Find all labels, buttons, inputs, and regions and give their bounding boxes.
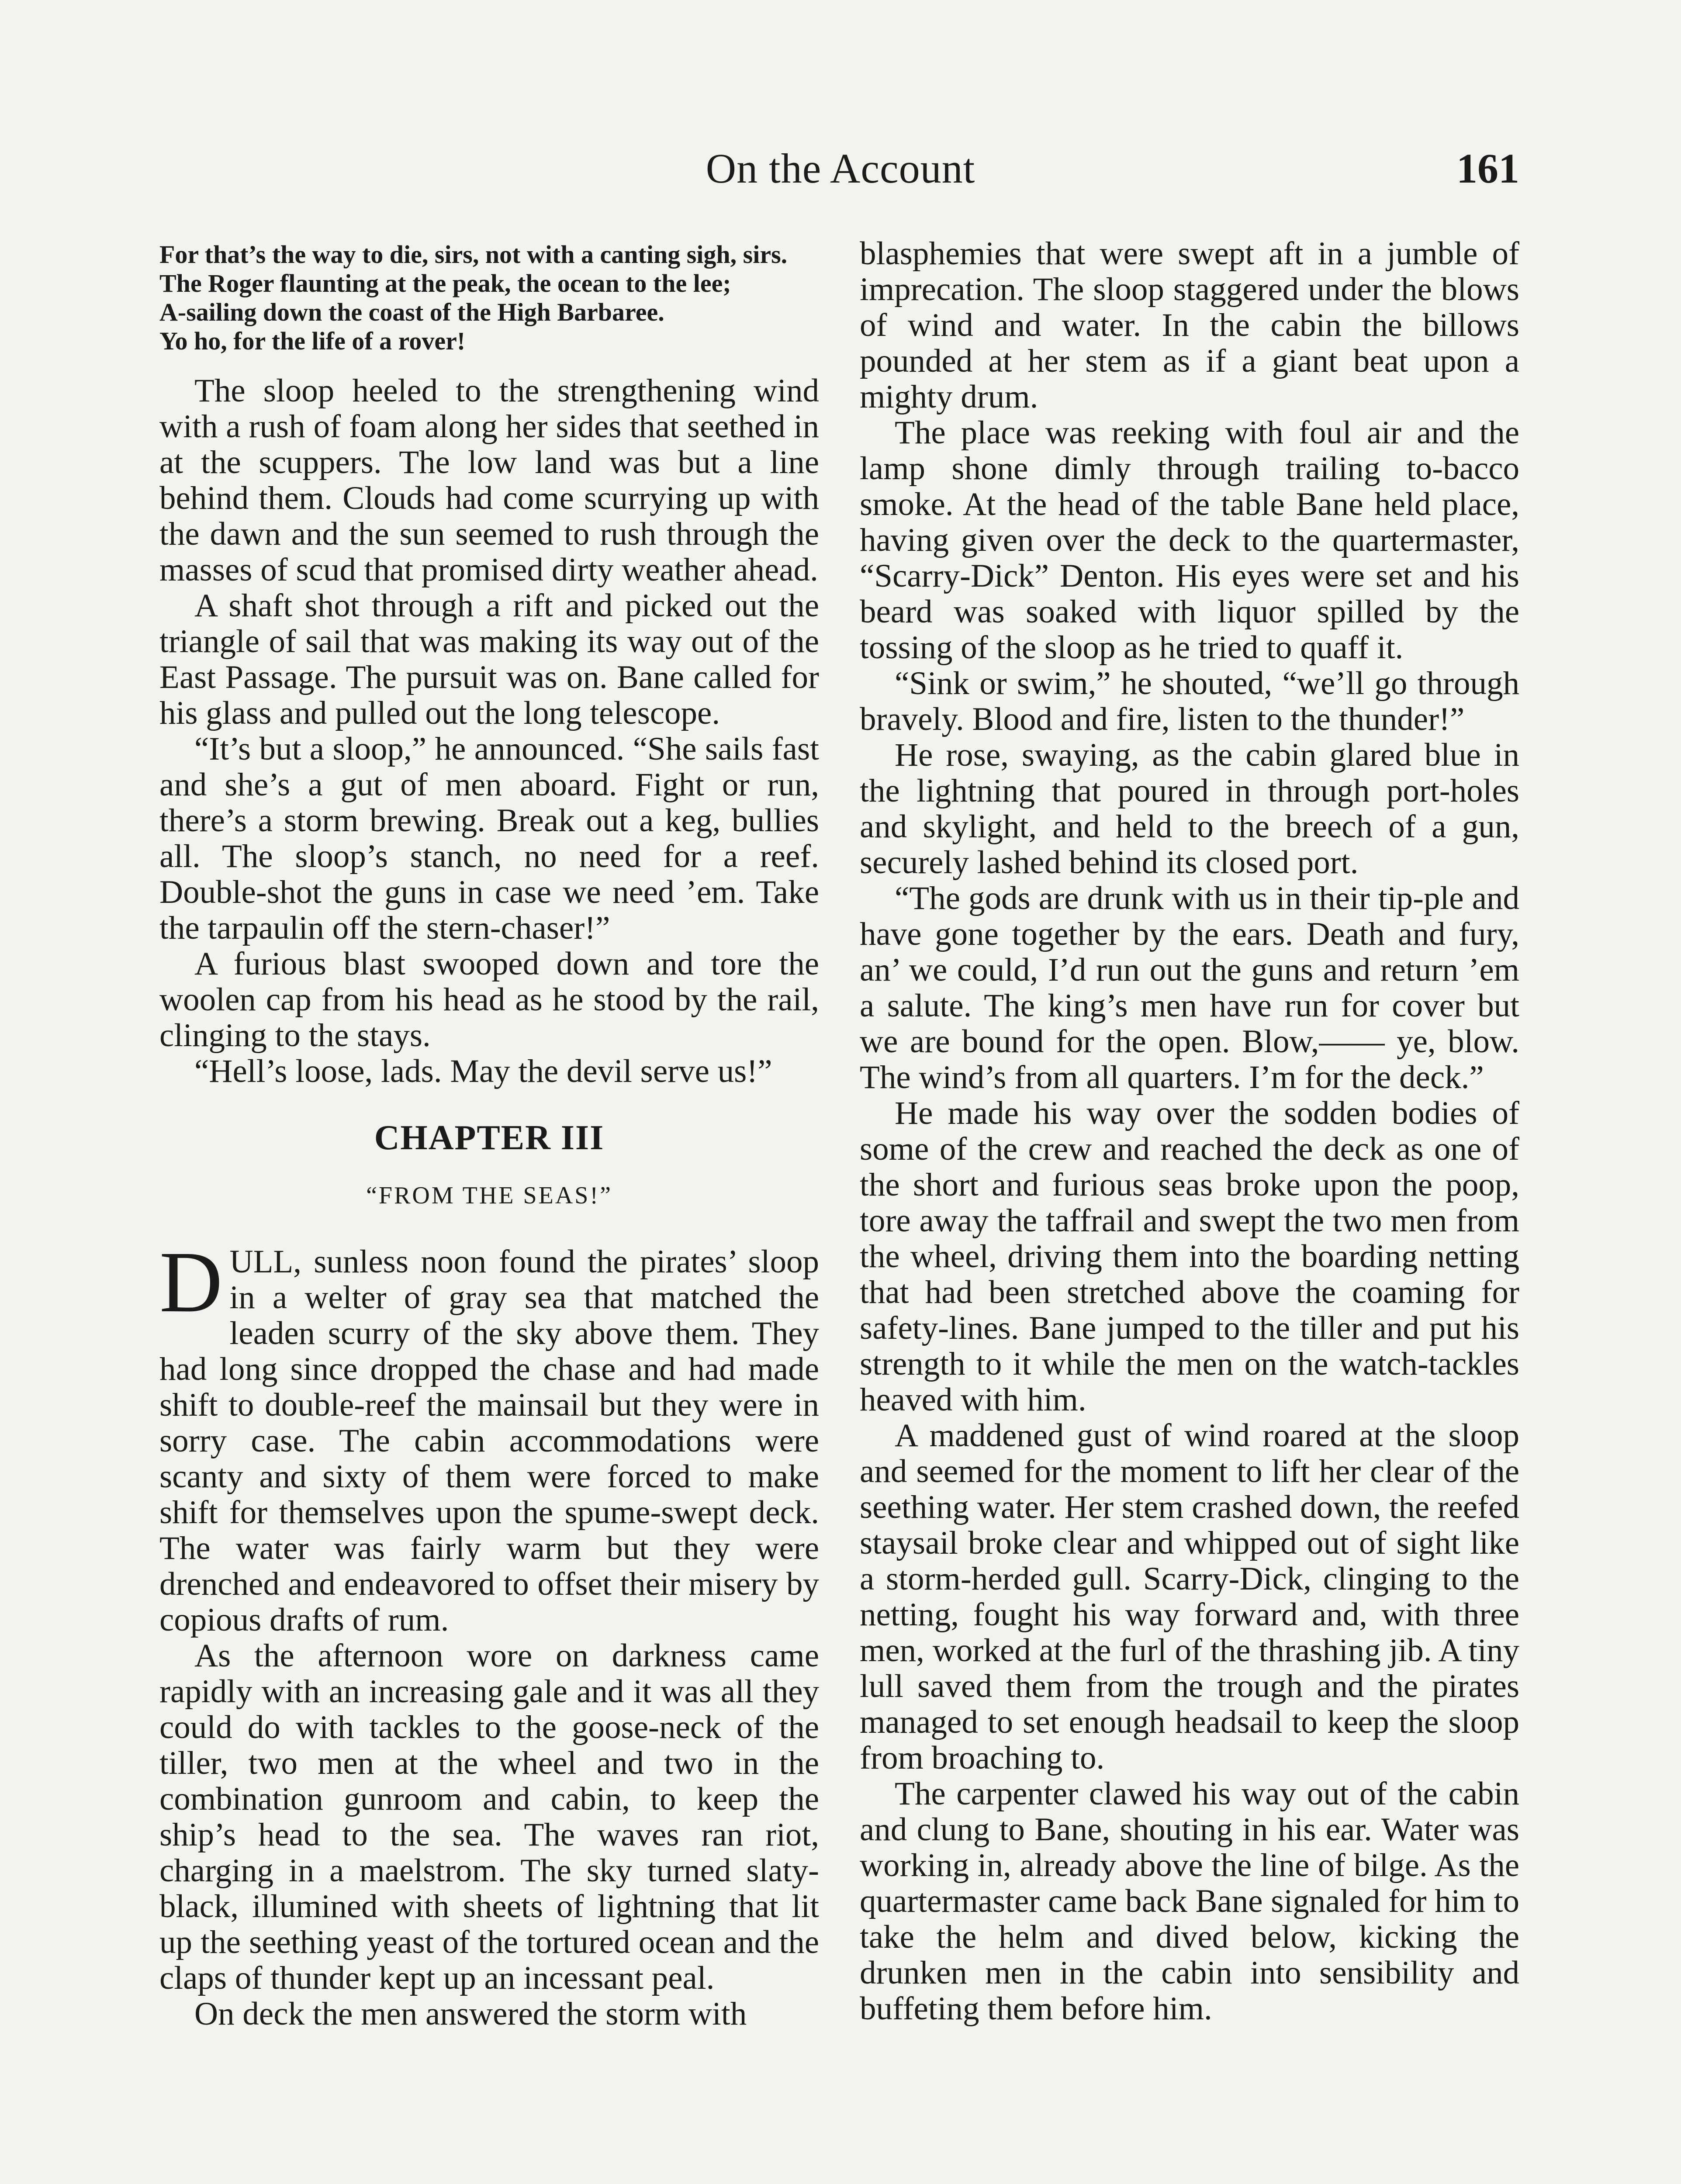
paragraph: The carpenter clawed his way out of the cabin and clung to Bane, shouting in his ear. Water was working in, already above the line of bilge. As the quartermaster came back Bane signaled for him to take the helm and dived below, kicking the drunken men in the cabin into sensibility and buffeting them before him. bbox=[860, 1776, 1519, 2027]
paragraph: On deck the men answered the storm with bbox=[194, 1996, 747, 2032]
paragraph: A furious blast swooped down and tore the woolen cap from his head as he stood by the rail, clinging to the stays. bbox=[159, 946, 819, 1054]
paragraph: “Sink or swim,” he shouted, “we’ll go through bravely. Blood and fire, listen to the thunder!” bbox=[860, 665, 1519, 737]
paragraph: As the afternoon wore on darkness came rapidly with an increasing gale and it was all they could do with tackles to the goose-neck of the tiller, two men at the wheel and two in the combination gunroom and cabin, to keep the ship’s head to the sea. The waves ran riot, charging in a maelstrom. The sky turned slaty-black, illumined with sheets of lightning that lit up the seething yeast of the tortured ocean and the claps of thunder kept up an incessant peal. bbox=[159, 1638, 819, 1996]
verse-line: For that’s the way to die, sirs, not with a canting sigh, sirs. bbox=[159, 240, 788, 269]
chapter-subtitle: “FROM THE SEAS!” bbox=[366, 1182, 612, 1209]
paragraph: He rose, swaying, as the cabin glared blue in the lightning that poured in through port-holes and skylight, and held to the breech of a gun, securely lashed behind its closed port. bbox=[860, 737, 1519, 881]
chapter-heading: CHAPTER III bbox=[374, 1119, 605, 1157]
paragraph: A maddened gust of wind roared at the sloop and seemed for the moment to lift her clear of the seething water. Her stem crashed down, the reefed staysail broke clear and whipped out of sight like a storm-herded gull. Scarry-Dick, clinging to the netting, fought his way forward and, with three men, worked at the furl of the thrashing jib. A tiny lull saved them from the trough and the pirates managed to set enough headsail to keep the sloop from broaching to. bbox=[860, 1417, 1519, 1776]
paragraph: The place was reeking with foul air and the lamp shone dimly through trailing to-bacco smoke. At the head of the table Bane held place, having given over the deck to the quartermaster, “Scarry-Dick” Denton. His eyes were set and his beard was soaked with liquor spilled by the tossing of the sloop as he tried to quaff it. bbox=[860, 415, 1519, 666]
verse-line: A-sailing down the coast of the High Barbaree. bbox=[159, 298, 664, 326]
paragraph: The sloop heeled to the strengthening wind with a rush of foam along her sides that seethed in at the scuppers. The low land was but a line behind them. Clouds had come scurrying up with the dawn and the sun seemed to rush through the masses of scud that promised dirty weather ahead. bbox=[159, 373, 819, 588]
drop-cap: D bbox=[159, 1234, 223, 1330]
running-head-title: On the Account bbox=[706, 145, 975, 192]
verse-line: Yo ho, for the life of a rover! bbox=[159, 327, 466, 355]
left-column bbox=[159, 236, 819, 2032]
paragraph: A shaft shot through a rift and picked out the triangle of sail that was making its way out of the East Passage. The pursuit was on. Bane called for his glass and pulled out the long telescope. bbox=[159, 587, 819, 731]
chapter-first-paragraph bbox=[159, 1234, 819, 1638]
paragraph: He made his way over the sodden bodies of some of the crew and reached the deck as one of the short and furious seas broke upon the poop, tore away the taffrail and swept the two men from the wheel, driving them into the boarding netting that had been stretched above the coaming for safety-lines. Bane jumped to the tiller and put his strength to it while the men on the watch-tackles heaved with him. bbox=[860, 1095, 1519, 1418]
page-number: 161 bbox=[1456, 145, 1519, 192]
verse-line: The Roger flaunting at the peak, the ocean to the lee; bbox=[159, 269, 731, 297]
right-column bbox=[860, 236, 1519, 2027]
first-paragraph-text: ULL, sunless noon found the pirates’ sloop in a welter of gray sea that matched the leaden scurry of the sky above them. They had long since dropped the chase and had made shift to double-reef the mainsail but they were in sorry case. The cabin accommodations were scanty and sixty of them were forced to make shift for themselves upon the spume-swept deck. The water was fairly warm but they were drenched and endeavored to offset their misery by copious drafts of rum. bbox=[159, 1244, 819, 1638]
paragraph: “Hell’s loose, lads. May the devil serve us!” bbox=[194, 1053, 772, 1089]
verse-block bbox=[159, 240, 819, 356]
paragraph: “It’s but a sloop,” he announced. “She sails fast and she’s a gut of men aboard. Fight or run, there’s a storm brewing. Break out a keg, bullies all. The sloop’s stanch, no need for a reef. Double-shot the guns in case we need ’em. Take the tarpaulin off the stern-chaser!” bbox=[159, 731, 819, 946]
paragraph: “The gods are drunk with us in their tip-ple and have gone together by the ears. Death and fury, an’ we could, I’d run out the guns and return ’em a salute. The king’s men have run for cover but we are bound for the open. Blow,—— ye, blow. The wind’s from all quarters. I’m for the deck.” bbox=[860, 880, 1519, 1095]
continuation-paragraph: blasphemies that were swept aft in a jumble of imprecation. The sloop staggered under the blows of wind and water. In the cabin the billows pounded at her stem as if a giant beat upon a mighty drum. bbox=[860, 235, 1519, 415]
